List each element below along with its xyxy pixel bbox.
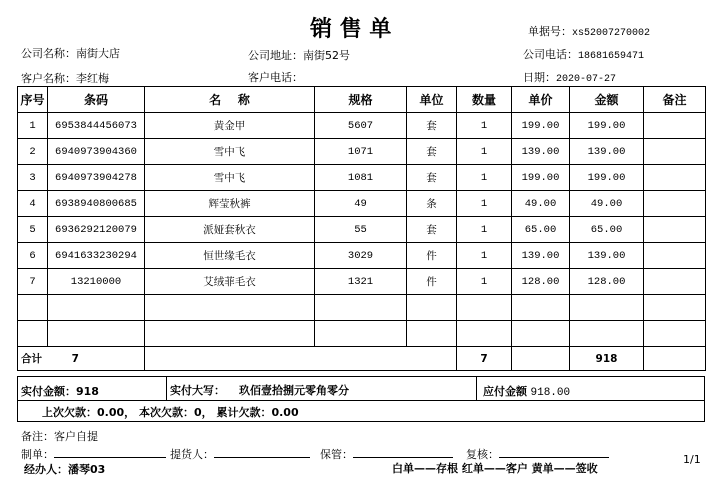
cell-qty: 1 (457, 113, 512, 139)
col-header: 序号 (18, 87, 48, 113)
remark-value: 客户自提 (54, 430, 98, 443)
cell-name: 恒世缘毛衣 (145, 243, 315, 269)
cell-spec: 55 (315, 217, 407, 243)
cell-qty: 1 (457, 191, 512, 217)
table-row (18, 243, 706, 269)
cell-no: 3 (18, 165, 48, 191)
payable-amount-label: 应付金额 (483, 385, 527, 398)
col-header: 单价 (512, 87, 570, 113)
cell-unit: 套 (407, 139, 457, 165)
customer-name-label: 客户名称： (21, 72, 76, 85)
cell-no: 1 (18, 113, 48, 139)
cell-no: 7 (18, 269, 48, 295)
maker-label: 制单： (21, 448, 54, 461)
cell-amount: 199.00 (570, 165, 644, 191)
cell-name: 艾绒菲毛衣 (145, 269, 315, 295)
cell-unit: 件 (407, 243, 457, 269)
cell-barcode: 6940973904360 (48, 139, 145, 165)
table-row (18, 191, 706, 217)
maker-field (21, 446, 166, 462)
doc-number-value: xs52007270002 (572, 28, 651, 39)
col-header: 单位 (407, 87, 457, 113)
cell-note (644, 139, 706, 165)
cell-price: 199.00 (512, 113, 570, 139)
picker-field (170, 446, 310, 462)
cell-amount: 65.00 (570, 217, 644, 243)
customer-phone (248, 69, 303, 85)
handler-label: 经办人： (24, 463, 68, 476)
cell-no: 2 (18, 139, 48, 165)
cell-unit: 件 (407, 269, 457, 295)
paid-amount (21, 383, 99, 399)
cell-price: 128.00 (512, 269, 570, 295)
cell-no: 5 (18, 217, 48, 243)
payment-summary (17, 376, 705, 401)
cell-note (644, 191, 706, 217)
cell-note (644, 113, 706, 139)
company-name (21, 45, 120, 61)
cell-price: 139.00 (512, 243, 570, 269)
table-row-empty (18, 295, 706, 321)
remark-label: 备注： (21, 430, 54, 443)
cell-unit: 套 (407, 217, 457, 243)
company-address (248, 47, 350, 63)
cell-name: 派娅套秋衣 (145, 217, 315, 243)
keeper-label: 保管： (320, 448, 353, 461)
cell-barcode: 6940973904278 (48, 165, 145, 191)
customer-name (21, 70, 109, 86)
cell-qty: 1 (457, 269, 512, 295)
cell-spec: 49 (315, 191, 407, 217)
cell-price: 65.00 (512, 217, 570, 243)
sum-label-cell (18, 347, 145, 371)
customer-name-value: 李红梅 (76, 72, 109, 85)
cell-qty: 1 (457, 243, 512, 269)
remark (21, 428, 98, 444)
cell-no: 4 (18, 191, 48, 217)
doc-date-label: 日期： (523, 71, 556, 84)
col-header: 金额 (570, 87, 644, 113)
doc-number-label: 单据号： (528, 25, 572, 38)
doc-number (528, 23, 650, 39)
items-table (17, 86, 706, 371)
cell-barcode: 6953844456073 (48, 113, 145, 139)
table-body (18, 113, 706, 295)
company-phone-value: 18681659471 (578, 51, 645, 62)
cell-qty: 1 (457, 217, 512, 243)
cell-barcode: 6941633230294 (48, 243, 145, 269)
cell-amount: 139.00 (570, 243, 644, 269)
table-row (18, 269, 706, 295)
checker-label: 复核： (466, 448, 499, 461)
keeper-line (353, 446, 453, 458)
sum-label: 合计 (21, 353, 42, 365)
cell-qty: 1 (457, 165, 512, 191)
paid-amount-value: 918 (76, 385, 99, 398)
cell-note (644, 269, 706, 295)
cell-spec: 1321 (315, 269, 407, 295)
paid-upper-value: 玖佰壹拾捌元零角零分 (239, 384, 349, 397)
col-header: 名 称 (145, 87, 315, 113)
company-name-value: 南街大店 (76, 47, 120, 60)
cell-amount: 199.00 (570, 113, 644, 139)
sum-row (18, 347, 706, 371)
payable-amount-value: 918.00 (530, 387, 571, 399)
cell-no: 6 (18, 243, 48, 269)
cell-amount: 139.00 (570, 139, 644, 165)
doc-date (523, 69, 616, 85)
paid-upper (170, 382, 349, 398)
sum-qty: 7 (457, 347, 512, 371)
company-address-label: 公司地址： (248, 49, 303, 62)
picker-label: 提货人： (170, 448, 214, 461)
company-phone-label: 公司电话： (523, 48, 578, 61)
table-row (18, 139, 706, 165)
company-address-value: 南街52号 (303, 49, 350, 62)
col-header: 条码 (48, 87, 145, 113)
cell-barcode: 6938940800685 (48, 191, 145, 217)
paid-amount-label: 实付金额： (21, 385, 76, 398)
picker-line (214, 446, 310, 458)
sum-amount: 918 (570, 347, 644, 371)
handler (24, 461, 105, 477)
cell-spec: 3029 (315, 243, 407, 269)
cell-amount: 128.00 (570, 269, 644, 295)
table-row (18, 165, 706, 191)
maker-line (54, 446, 166, 458)
divider (166, 376, 167, 401)
copies-note: 白单——存根 红单——客户 黄单——签收 (392, 462, 598, 475)
handler-value: 潘琴03 (68, 463, 106, 476)
page-indicator: 1/1 (683, 453, 701, 466)
company-name-label: 公司名称： (21, 47, 76, 60)
cell-unit: 套 (407, 113, 457, 139)
cell-spec: 5607 (315, 113, 407, 139)
debt-summary (17, 400, 705, 422)
customer-phone-label: 客户电话： (248, 71, 303, 84)
col-header: 规格 (315, 87, 407, 113)
doc-date-value: 2020-07-27 (556, 74, 617, 85)
cell-note (644, 243, 706, 269)
divider (476, 376, 477, 401)
cell-name: 黄金甲 (145, 113, 315, 139)
paid-upper-label: 实付大写： (170, 384, 225, 397)
cell-name: 辉莹秋裤 (145, 191, 315, 217)
cell-barcode: 13210000 (48, 269, 145, 295)
cell-qty: 1 (457, 139, 512, 165)
sum-count: 7 (71, 353, 79, 365)
checker-line (499, 446, 609, 458)
cell-spec: 1081 (315, 165, 407, 191)
cell-name: 雪中飞 (145, 165, 315, 191)
company-phone (523, 46, 644, 62)
table-header (18, 87, 706, 113)
cell-spec: 1071 (315, 139, 407, 165)
cell-unit: 套 (407, 165, 457, 191)
cell-note (644, 217, 706, 243)
table-row-empty (18, 321, 706, 347)
payable-amount (483, 383, 570, 399)
cell-name: 雪中飞 (145, 139, 315, 165)
col-header: 数量 (457, 87, 512, 113)
table-row (18, 113, 706, 139)
col-header: 备注 (644, 87, 706, 113)
cell-unit: 条 (407, 191, 457, 217)
table-row (18, 217, 706, 243)
document-title: 销 售 单 (310, 16, 392, 42)
cell-barcode: 6936292120079 (48, 217, 145, 243)
cell-price: 49.00 (512, 191, 570, 217)
cell-price: 199.00 (512, 165, 570, 191)
cell-note (644, 165, 706, 191)
cell-amount: 49.00 (570, 191, 644, 217)
cell-price: 139.00 (512, 139, 570, 165)
debt-line: 上次欠款：0.00， 本次欠款：0， 累计欠款：0.00 (42, 406, 299, 419)
